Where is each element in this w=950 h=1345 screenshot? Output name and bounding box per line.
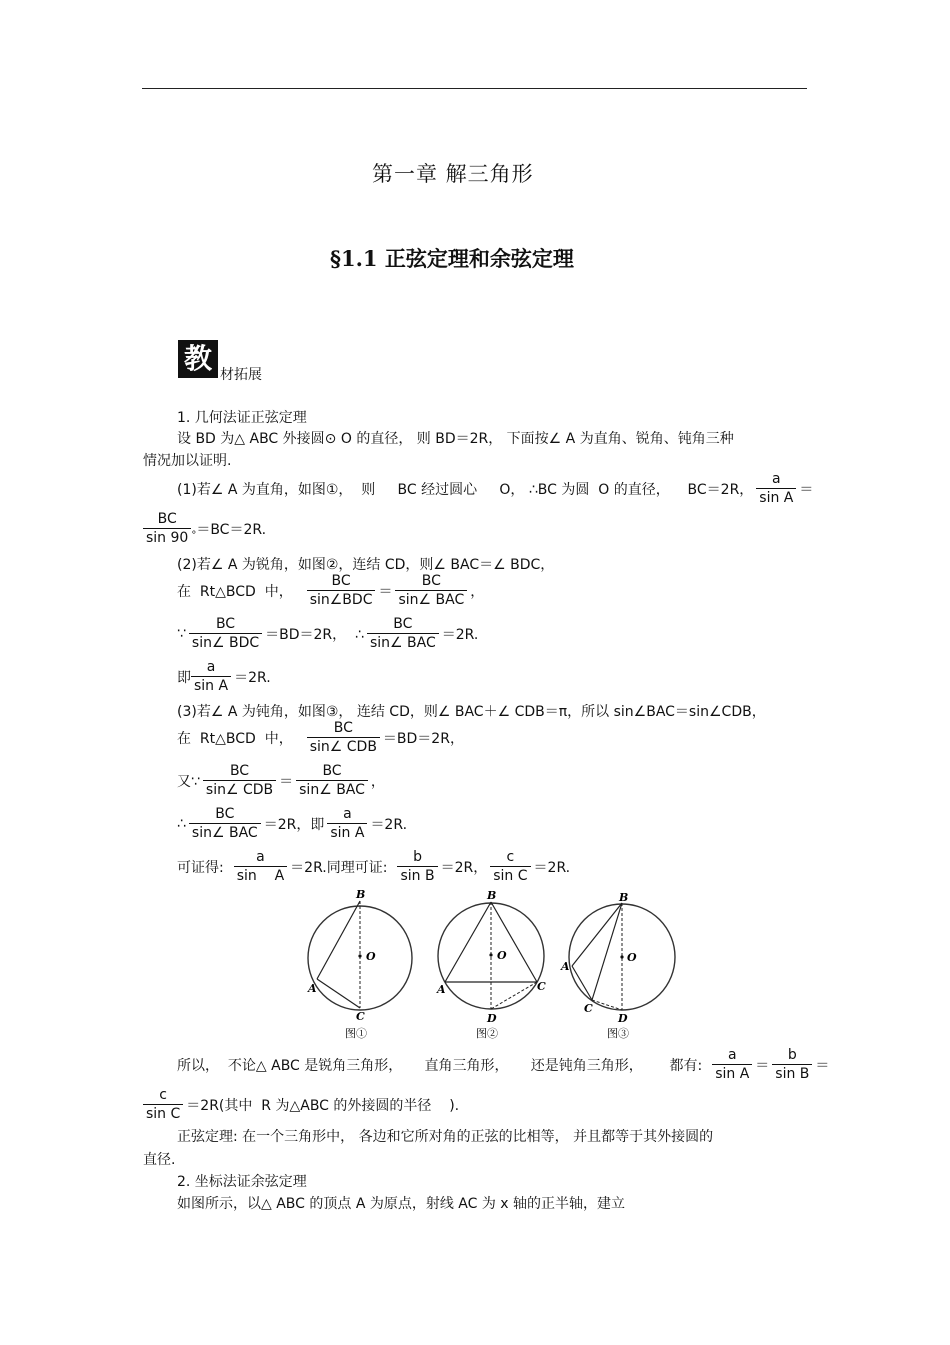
label-B: B	[619, 891, 629, 904]
denominator: sin∠BDC	[307, 590, 376, 610]
equals: ＝	[378, 584, 393, 600]
side-BA	[572, 903, 622, 966]
numerator: BC	[322, 763, 342, 779]
fraction	[203, 762, 276, 800]
text: ∵	[177, 626, 186, 642]
side-BA	[445, 902, 491, 982]
text: ＝2R.	[533, 860, 571, 876]
denominator: sin A	[191, 676, 231, 696]
denominator: sin∠ BAC	[367, 633, 439, 653]
case2-line2	[177, 572, 484, 610]
case3-line2	[177, 719, 464, 757]
denominator: sin B	[772, 1064, 812, 1084]
center-point	[358, 954, 361, 957]
text: ＝2R.	[370, 817, 408, 833]
case3-line4	[177, 805, 407, 843]
numerator: BC	[215, 806, 235, 822]
text: 即	[177, 670, 191, 686]
text: ，	[470, 584, 485, 600]
heading-cosine-law: 2. 坐标法证余弦定理	[177, 1174, 307, 1190]
numerator: a	[343, 806, 352, 822]
text: 所以， 不论△ ABC 是锐角三角形， 直角三角形， 还是钝角三角形， 都有:	[177, 1058, 703, 1074]
fraction	[143, 510, 191, 548]
case3-line3	[177, 762, 385, 800]
label-C: C	[537, 980, 546, 993]
denominator: sin A	[756, 488, 796, 508]
fraction	[143, 1086, 183, 1124]
text: 在 Rt△BCD 中，	[177, 584, 293, 600]
text: ＝2R.	[234, 670, 271, 686]
sine-theorem-statement: 正弦定理: 在一个三角形中， 各边和它所对角的正弦的比相等， 并且都等于其外接圆的	[177, 1129, 714, 1145]
numerator: b	[413, 849, 422, 865]
denominator: sin∠ BAC	[189, 823, 261, 843]
side-BC	[592, 903, 622, 1000]
denominator: sin A	[327, 823, 367, 843]
fraction	[307, 719, 380, 757]
denominator: sin∠ CDB	[203, 780, 276, 800]
center-point	[620, 955, 623, 958]
fraction	[367, 615, 439, 653]
fraction	[296, 762, 368, 800]
case1-line	[177, 470, 813, 508]
case1-result: ＝BC＝2R.	[196, 522, 267, 538]
equals: ＝	[755, 1058, 770, 1074]
conclusion-line2	[143, 1086, 459, 1124]
fraction	[756, 470, 796, 508]
numerator: BC	[393, 616, 413, 632]
heading-sine-law: 1. 几何法证正弦定理	[177, 410, 307, 426]
text: 可证得:	[177, 860, 224, 876]
center-point	[489, 953, 492, 956]
numerator: a	[206, 659, 216, 675]
case2-line3	[177, 615, 478, 653]
numerator: BC	[229, 763, 250, 779]
case1-text: (1)若∠ A 为直角，如图①， 则 BC 经过圆心 O， ∴BC 为圆 O 的直径， BC＝2R，	[177, 482, 754, 498]
case2-line1: (2)若∠ A 为锐角，如图②，连结 CD，则∠ BAC＝∠ BDC，	[177, 557, 555, 573]
fraction	[490, 848, 530, 886]
label-A: A	[561, 960, 570, 973]
text: 又∵	[177, 774, 200, 790]
denominator: sin C	[143, 1104, 183, 1124]
numerator: BC	[157, 511, 177, 527]
label-O: O	[366, 950, 376, 963]
equals: ＝	[799, 482, 814, 498]
denominator: sin∠ BDC	[189, 633, 262, 653]
text: ＝2R.	[441, 627, 479, 643]
text: ∴	[177, 816, 186, 832]
text: ，	[370, 774, 385, 790]
numerator: b	[787, 1047, 797, 1063]
denominator: sin B	[397, 866, 437, 886]
proven-line	[177, 848, 570, 886]
label-D: D	[618, 1012, 628, 1025]
figure-3	[560, 891, 675, 1040]
text: 在 Rt△BCD 中，	[177, 731, 293, 747]
chord-CD	[491, 982, 537, 1009]
numerator: a	[727, 1047, 737, 1063]
denominator: sin A	[234, 866, 287, 886]
denominator: sin∠ CDB	[307, 737, 380, 757]
label-C: C	[584, 1002, 593, 1015]
fraction	[191, 658, 231, 696]
badge-label: 材拓展	[220, 367, 262, 383]
fraction	[327, 805, 367, 843]
label-B: B	[487, 889, 497, 902]
paragraph-coordinate: 如图所示，以△ ABC 的顶点 A 为原点，射线 AC 为 x 轴的正半轴，建立	[177, 1196, 626, 1212]
textbook-extension-badge: 教	[178, 340, 218, 378]
text: ＝2R，	[440, 860, 488, 876]
sine-theorem-statement-2: 直径.	[143, 1152, 176, 1168]
label-A: A	[437, 983, 446, 996]
case3-line1: (3)若∠ A 为钝角，如图③， 连结 CD，则∠ BAC＋∠ CDB＝π，所以 sin∠BAC＝sin∠CDB，	[177, 704, 766, 720]
side-BC	[491, 902, 537, 982]
fraction	[712, 1046, 752, 1084]
denominator: sin 90	[143, 528, 191, 548]
header-rule	[142, 88, 807, 89]
text: ＝2R(其中 R 为△ABC 的外接圆的半径 ).	[186, 1098, 460, 1114]
side-AC	[317, 979, 360, 1008]
side-BA	[317, 901, 360, 979]
label-O: O	[497, 949, 507, 962]
numerator: BC	[331, 573, 351, 589]
label-A: A	[308, 982, 317, 995]
numerator: BC	[333, 720, 353, 736]
text: ＝2R.同理可证:	[290, 860, 388, 876]
fraction	[397, 848, 437, 886]
label-D: D	[487, 1012, 497, 1025]
chapter-title: 第一章 解三角形	[372, 162, 534, 186]
case1-line2	[143, 510, 266, 548]
equals: ＝	[815, 1058, 830, 1074]
numerator: a	[772, 471, 781, 487]
label-O: O	[627, 951, 637, 964]
fraction	[772, 1046, 812, 1084]
fraction	[189, 805, 261, 843]
caption-2: 图②	[476, 1027, 498, 1040]
denominator: sin A	[712, 1064, 752, 1084]
denominator: sin C	[490, 866, 530, 886]
conclusion-line	[177, 1046, 829, 1084]
fraction	[307, 572, 376, 610]
numerator: BC	[215, 616, 236, 632]
label-C: C	[356, 1010, 365, 1023]
caption-3: 图③	[607, 1027, 629, 1040]
denominator: sin∠ BAC	[296, 780, 368, 800]
caption-1: 图①	[345, 1027, 367, 1040]
figure-2	[436, 889, 546, 1040]
denominator: sin∠ BAC	[395, 590, 467, 610]
numerator: c	[506, 849, 515, 865]
text: ＝BD＝2R， ∴	[265, 627, 364, 643]
section-title: §1.1 正弦定理和余弦定理	[330, 246, 574, 271]
case2-line4	[177, 658, 271, 696]
numerator: a	[256, 849, 265, 865]
fraction	[189, 615, 262, 653]
fraction	[395, 572, 467, 610]
text: ＝2R，即	[263, 817, 325, 833]
side-AC	[572, 966, 592, 1000]
fraction	[234, 848, 287, 886]
figure-1	[307, 888, 412, 1040]
numerator: c	[159, 1087, 167, 1103]
degree-mark: °	[191, 529, 197, 541]
equals: ＝	[279, 774, 294, 790]
text: ＝BD＝2R，	[382, 731, 464, 747]
paragraph-intro-2: 情况加以证明.	[143, 453, 232, 469]
label-B: B	[356, 888, 366, 901]
numerator: BC	[421, 573, 441, 589]
circle-figures	[300, 888, 685, 1046]
paragraph-intro-1: 设 BD 为△ ABC 外接圆⊙ O 的直径， 则 BD＝2R， 下面按∠ A 为直角、锐角、钝角三种	[177, 431, 734, 447]
